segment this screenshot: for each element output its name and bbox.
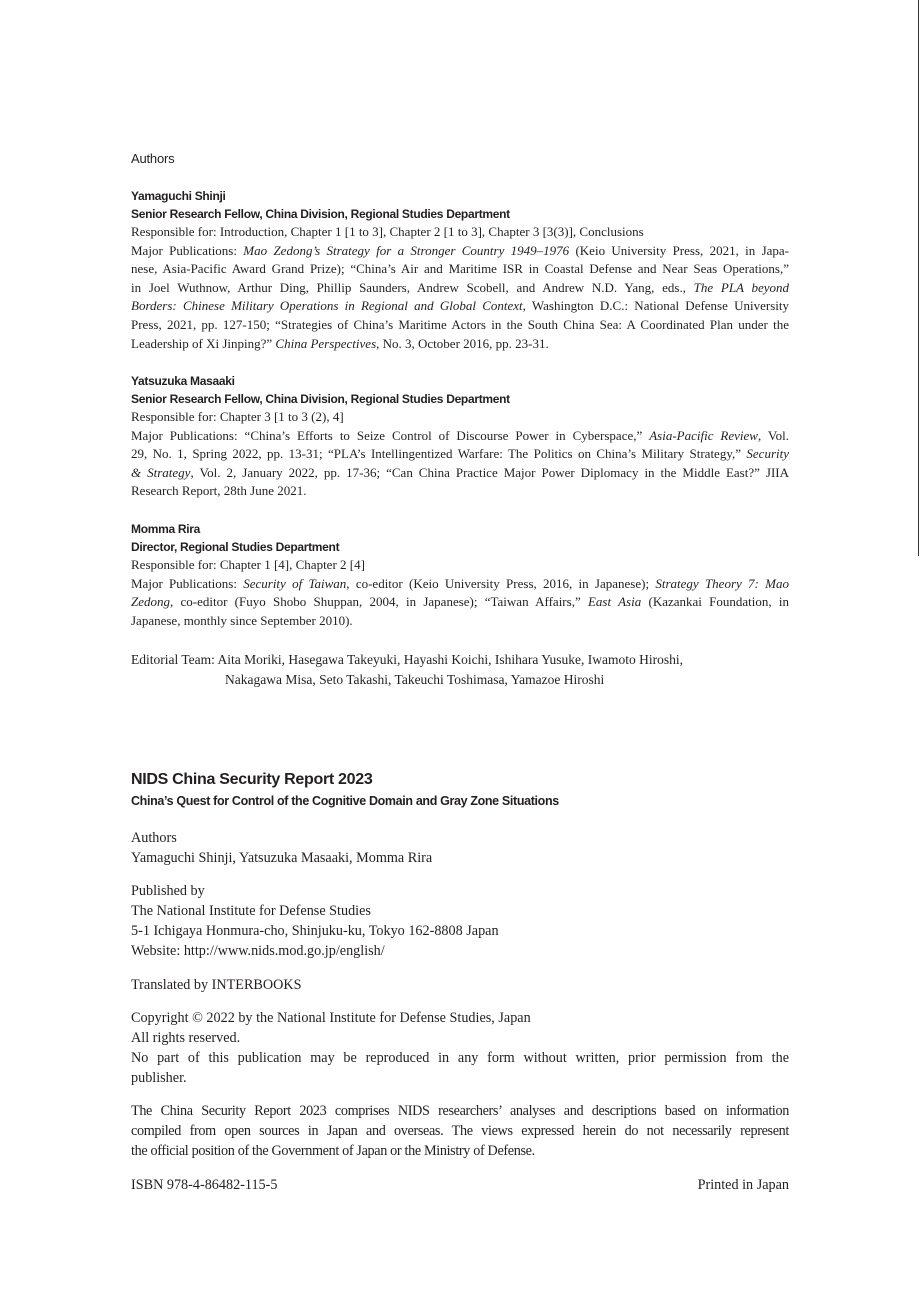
translated-by: Translated by INTERBOOKS xyxy=(131,977,302,993)
publication-line xyxy=(131,242,789,261)
publication-line xyxy=(131,316,789,335)
author-responsibility: Responsible for: Introduction, Chapter 1 [1 to 3], Chapter 2 [1 to 3], Chapter 3 [3(3)], Conclusions xyxy=(131,224,644,239)
publisher-name: The National Institute for Defense Studies xyxy=(131,903,371,919)
colophon-copyright xyxy=(131,1008,789,1088)
printed-in: Printed in Japan xyxy=(697,1177,789,1193)
author-entry xyxy=(131,520,789,630)
permission-line: publisher. xyxy=(131,1070,187,1086)
editorial-team xyxy=(131,650,789,689)
author-position: Senior Research Fellow, China Division, Regional Studies Department xyxy=(131,207,510,221)
publication-title: Asia-Pacific Review xyxy=(649,427,758,443)
colophon-translator xyxy=(131,975,789,995)
publication-title: East Asia xyxy=(587,594,642,610)
publication-text: Major Publications: “China’s Efforts to Seize Control of Discourse Power in Cyberspace,” xyxy=(131,427,650,443)
author-publications xyxy=(131,575,789,631)
publication-line xyxy=(131,464,789,483)
rights-line: All rights reserved. xyxy=(131,1030,241,1046)
isbn: ISBN 978-4-86482-115-5 xyxy=(131,1177,278,1193)
publication-text: Press, 2021, pp. 127-150; “Strategies of China’s Maritime Actors in the South China Sea: A Coordinated Plan under the xyxy=(131,316,789,332)
editorial-line: Nakagawa Misa, Seto Takashi, Takeuchi Toshimasa, Yamazoe Hiroshi xyxy=(225,671,605,687)
publication-text: 29, No. 1, Spring 2022, pp. 13-31; “PLA’s Intellingentized Warfare: The Politics on China’s Military Strategy,” xyxy=(131,446,747,462)
author-position: Senior Research Fellow, China Division, Regional Studies Department xyxy=(131,392,510,406)
report-title: NIDS China Security Report 2023 xyxy=(131,771,373,788)
page-edge-line xyxy=(918,0,919,556)
author-responsibility: Responsible for: Chapter 3 [1 to 3 (2), 4] xyxy=(131,409,344,424)
author-publications xyxy=(131,242,789,354)
colophon-authors xyxy=(131,828,789,868)
publication-text: Japanese, monthly since September 2010). xyxy=(131,612,353,628)
publication-text: , No. 3, October 2016, pp. 23-31. xyxy=(376,335,549,351)
authors-heading: Authors xyxy=(131,151,175,166)
publication-title: Strategy Theory 7: Mao xyxy=(655,575,789,591)
editorial-line: Editorial Team: Aita Moriki, Hasegawa Takeyuki, Hayashi Koichi, Ishihara Yusuke, Iwamoto Hiroshi, xyxy=(131,652,683,667)
publication-text: (Kazankai Foundation, in xyxy=(641,594,789,610)
publication-title: Security xyxy=(746,446,789,462)
author-publications xyxy=(131,427,789,501)
publisher-address: 5-1 Ichigaya Honmura-cho, Shinjuku-ku, Tokyo 162-8808 Japan xyxy=(131,923,499,939)
publication-text: , Vol. 2, January 2022, pp. 17-36; “Can China Practice Major Power Diplomacy in the Middle East?” JIIA xyxy=(190,464,789,480)
author-name: Yatsuzuka Masaaki xyxy=(131,374,235,388)
disclaimer-line: compiled from open sources in Japan and overseas. The views expressed herein do not necessarily represent xyxy=(131,1123,789,1139)
publication-text: Major Publications: xyxy=(131,575,244,591)
publication-line xyxy=(131,279,789,298)
author-name: Momma Rira xyxy=(131,522,201,536)
disclaimer-line: The China Security Report 2023 comprises NIDS researchers’ analyses and descriptions based on information xyxy=(131,1103,789,1119)
publication-text: , Washington D.C.: National Defense University xyxy=(522,298,789,314)
colophon-publisher xyxy=(131,881,789,961)
report-subtitle: China’s Quest for Control of the Cognitive Domain and Gray Zone Situations xyxy=(131,794,559,808)
publication-title: & Strategy xyxy=(131,464,191,480)
publication-text: nese, Asia-Pacific Award Grand Prize); “China’s Air and Maritime ISR in Coastal Defense and Near Seas Operations,” xyxy=(131,261,789,277)
author-entry xyxy=(131,372,789,501)
author-name: Yamaguchi Shinji xyxy=(131,189,226,203)
publication-line xyxy=(131,260,789,279)
publication-line xyxy=(131,575,789,594)
publication-line xyxy=(131,427,789,446)
author-position: Director, Regional Studies Department xyxy=(131,540,340,554)
publication-text: , co-editor (Fuyo Shobo Shuppan, 2004, in Japanese); “Taiwan Affairs,” xyxy=(170,594,588,610)
publication-title: Mao Zedong’s Strategy for a Stronger Country 1949–1976 xyxy=(243,242,570,258)
publication-line xyxy=(131,482,789,501)
publication-line xyxy=(131,445,789,464)
publication-title: Zedong xyxy=(131,594,170,610)
publication-text: in Joel Wuthnow, Arthur Ding, Phillip Saunders, Andrew Scobell, and Andrew N.D. Yang, eds., xyxy=(131,279,694,295)
publisher-website: Website: http://www.nids.mod.go.jp/english/ xyxy=(131,943,385,959)
publication-title: China Perspectives xyxy=(275,335,377,351)
publication-title: Borders: Chinese Military Operations in Regional and Global Context xyxy=(131,298,523,314)
publication-title: Security of Taiwan xyxy=(243,575,347,591)
publication-line xyxy=(131,612,789,631)
published-label: Published by xyxy=(131,883,205,899)
colophon-authors-label: Authors xyxy=(131,830,177,846)
publication-title: The PLA beyond xyxy=(693,279,789,295)
publication-text: (Keio University Press, 2021, in Japa- xyxy=(569,242,789,258)
author-entry xyxy=(131,187,789,353)
permission-line: No part of this publication may be reproduced in any form without written, prior permission from the xyxy=(131,1050,789,1066)
publication-text: Leadership of Xi Jinping?” xyxy=(131,335,276,351)
publication-text: Major Publications: xyxy=(131,242,244,258)
colophon-disclaimer xyxy=(131,1101,789,1161)
publication-line xyxy=(131,593,789,612)
publication-line xyxy=(131,297,789,316)
disclaimer-line: the official position of the Government of Japan or the Ministry of Defense. xyxy=(131,1143,535,1159)
isbn-row xyxy=(131,1175,789,1195)
colophon-authors-value: Yamaguchi Shinji, Yatsuzuka Masaaki, Momma Rira xyxy=(131,850,433,866)
author-responsibility: Responsible for: Chapter 1 [4], Chapter 2 [4] xyxy=(131,557,365,572)
copyright-line: Copyright © 2022 by the National Institute for Defense Studies, Japan xyxy=(131,1010,531,1026)
publication-line xyxy=(131,335,789,354)
publication-text: , Vol. xyxy=(757,427,790,443)
publication-text: , co-editor (Keio University Press, 2016, in Japanese); xyxy=(346,575,656,591)
publication-text: Research Report, 28th June 2021. xyxy=(131,483,307,499)
